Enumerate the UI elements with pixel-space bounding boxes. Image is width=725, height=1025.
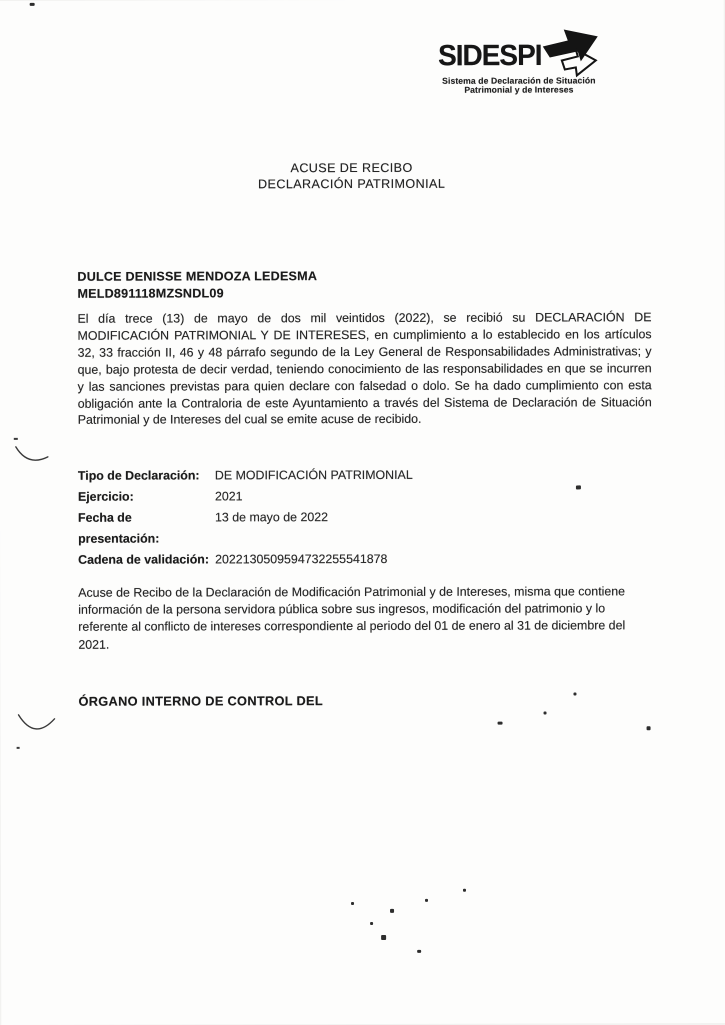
field-value: 2021: [214, 489, 243, 504]
field-ejercicio: [78, 485, 652, 508]
logo-brand-text: SIDESPI: [438, 38, 542, 72]
double-right-arrow-icon: [541, 25, 599, 77]
field-fecha-presentacion: [78, 506, 652, 550]
field-label: Cadena de validación:: [78, 552, 209, 567]
scan-speck: [463, 889, 466, 892]
logo-tagline-line2: Patrimonial y de Intereses: [464, 84, 574, 95]
organo-interno-heading: ÓRGANO INTERNO DE CONTROL DEL: [78, 693, 324, 709]
field-tipo-declaracion: [78, 464, 652, 487]
scan-speck: [381, 935, 386, 940]
receipt-paragraph: El día trece (13) de mayo de dos mil veintidos (2022), se recibió su DECLARACIÓN DE MODIFICACIÓN PATRIMONIAL Y DE INTERESES, en cumplimiento a lo establecido en los artículos 32, 33 fracción II, 46 y 48 párrafo segundo de la Ley General de Responsabilidades Administrativas; y que, bajo protesta de decir verdad, teniendo conocimiento de las responsabilidades en que se incurren y las sanciones previstas para quien declare con falsedad o dolo. Se ha dado cumplimiento con esta obligación ante la Contraloria de este Ayuntamiento a través del Sistema de Declaración de Situación Patrimonial y de Intereses del cual se emite acuse de recibido.: [77, 310, 652, 428]
pen-mark: [8, 433, 56, 477]
declarant-name: DULCE DENISSE MENDOZA LEDESMA: [77, 269, 318, 284]
field-value: 13 de mayo de 2022: [214, 510, 329, 525]
scan-speck: [370, 922, 373, 925]
scan-speck: [498, 722, 503, 725]
scan-speck: [573, 692, 576, 695]
scan-speck: [351, 902, 354, 905]
field-cadena-validacion: [78, 548, 652, 571]
field-label: Ejercicio:: [77, 489, 134, 504]
field-value: DE MODIFICACIÓN PATRIMONIAL: [214, 467, 413, 483]
sidespi-logo: [429, 33, 609, 95]
field-label: Fecha de presentación:: [77, 510, 160, 546]
title-line-acuse: ACUSE DE RECIBO: [290, 160, 413, 176]
scan-speck: [30, 3, 35, 6]
field-label: Tipo de Declaración:: [77, 468, 200, 483]
scan-speck: [576, 485, 581, 489]
declaration-fields: [78, 464, 652, 571]
pen-mark: [13, 707, 65, 755]
scan-speck: [417, 950, 421, 953]
document-title: [0, 159, 704, 193]
scan-speck: [425, 899, 428, 902]
declarant-curp: MELD891118MZSNDL09: [77, 285, 224, 301]
logo-tagline-line1: Sistema de Declaración de Situación: [442, 75, 596, 86]
scan-speck: [390, 909, 394, 913]
scan-speck: [647, 726, 651, 730]
field-value: 2022130509594732255541878: [215, 551, 388, 567]
summary-paragraph: Acuse de Recibo de la Declaración de Modificación Patrimonial y de Intereses, misma que contiene información de la persona servidora pública sobre sus ingresos, modificación del patrimonio y lo referente al conflicto de intereses correspondiente al periodo del 01 de enero al 31 de diciembre del 2021.: [78, 584, 626, 652]
title-line-declaracion: DECLARACIÓN PATRIMONIAL: [258, 176, 446, 192]
declarant-block: [77, 267, 651, 302]
scan-speck: [544, 712, 547, 715]
